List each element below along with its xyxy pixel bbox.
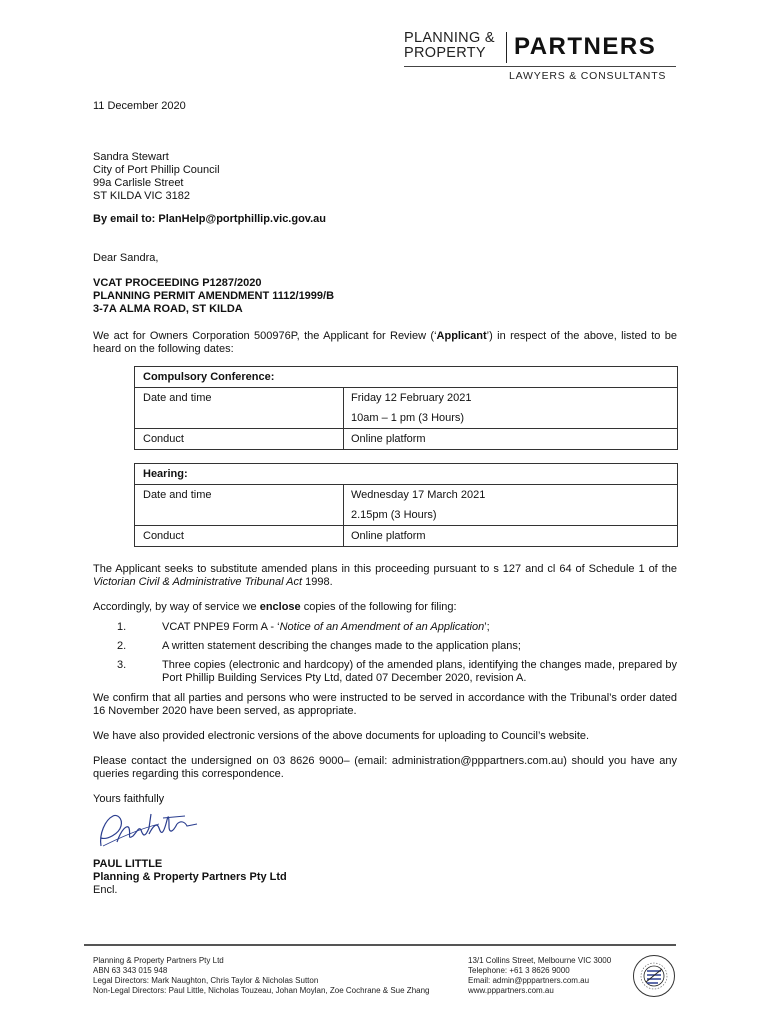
footer-right	[468, 956, 611, 996]
intro-paragraph	[93, 330, 677, 356]
accordingly-text-pre: Accordingly, by way of service we	[93, 601, 260, 613]
confirm-paragraph: We confirm that all parties and persons who were instructed to be served in accordance with the Tribunal’s order dated 16 November 2020 have been served, as appropriate.	[93, 692, 677, 717]
hearing-conduct-value: Online platform	[351, 530, 426, 542]
contact-paragraph: Please contact the undersigned on 03 8626 9000– (email: administration@pppartners.com.au) should you have any queries regarding this correspondence.	[93, 755, 677, 780]
conference-date-line1: Friday 12 February 2021	[351, 392, 472, 404]
conference-conduct-value: Online platform	[351, 433, 426, 445]
list-item-2: A written statement describing the changes made to the application plans;	[162, 640, 521, 652]
footer-address: 13/1 Collins Street, Melbourne VIC 3000	[468, 956, 612, 965]
conference-heading: Compulsory Conference:	[143, 371, 275, 383]
logo-divider	[506, 32, 507, 63]
signer-block	[93, 858, 287, 897]
footer-rule	[84, 944, 676, 946]
substitute-act-name: Victorian Civil & Administrative Tribunal Act	[93, 576, 303, 588]
intro-text-pre: We act for Owners Corporation 500976P, the Applicant for Review (‘	[93, 330, 437, 342]
hearing-heading-cell	[135, 464, 678, 485]
hearing-date-value-cell	[344, 485, 678, 526]
conference-date-label: Date and time	[143, 392, 212, 404]
signer-firm: Planning & Property Partners Pty Ltd	[93, 871, 287, 883]
footer-company: Planning & Property Partners Pty Ltd	[93, 956, 224, 965]
hearing-table	[134, 463, 678, 547]
conference-conduct-value-cell	[344, 429, 678, 450]
logo-left-line2: PROPERTY	[404, 45, 486, 61]
logo-left-line1: PLANNING &	[404, 30, 495, 46]
hearing-date-line2: 2.15pm (3 Hours)	[351, 509, 437, 521]
footer-website: www.pppartners.com.au	[468, 986, 554, 995]
accordingly-text-bold: enclose	[259, 601, 301, 613]
accordingly-text-post: copies of the following for filing:	[300, 601, 457, 613]
recipient-street: 99a Carlisle Street	[93, 177, 184, 189]
recipient-address	[93, 151, 220, 203]
conference-conduct-label-cell	[135, 429, 344, 450]
recipient-name: Sandra Stewart	[93, 151, 169, 163]
substitute-text-pre: The Applicant seeks to substitute amended plans in this proceeding pursuant to s 127 and cl 64 of Schedule 1 of the	[93, 563, 677, 575]
conference-table	[134, 366, 678, 450]
subject-line1: VCAT PROCEEDING P1287/2020	[93, 277, 262, 289]
recipient-city: ST KILDA VIC 3182	[93, 190, 191, 202]
logo-rule	[404, 66, 676, 67]
hearing-conduct-label-cell	[135, 526, 344, 547]
hearing-date-label: Date and time	[143, 489, 212, 501]
list-item-1-italic: Notice of an Amendment of an Application	[279, 621, 485, 633]
closing-line: Yours faithfully	[93, 793, 165, 805]
hearing-date-line1: Wednesday 17 March 2021	[351, 489, 486, 501]
conference-date-value-cell	[344, 388, 678, 429]
substitute-text-post: 1998.	[302, 576, 333, 588]
conference-date-line2: 10am – 1 pm (3 Hours)	[351, 412, 465, 424]
substitute-paragraph	[93, 563, 677, 589]
letter-date: 11 December 2020	[93, 100, 186, 112]
recipient-org: City of Port Phillip Council	[93, 164, 220, 176]
footer-non-legal-directors: Non-Legal Directors: Paul Little, Nicholas Touzeau, Johan Moylan, Zoe Cochrane & Sue Zhang	[93, 986, 430, 995]
by-email-line: By email to: PlanHelp@portphillip.vic.gov.au	[93, 213, 326, 225]
hearing-heading: Hearing:	[143, 468, 188, 480]
intro-text-bold: Applicant	[436, 330, 487, 342]
list-item-1-pre: VCAT PNPE9 Form A - ‘	[162, 621, 280, 633]
list-num-3: 3.	[117, 659, 127, 671]
footer-email: Email: admin@pppartners.com.au	[468, 976, 590, 985]
logo-subtitle: LAWYERS & CONSULTANTS	[509, 70, 667, 82]
signature-image	[93, 806, 203, 852]
accordingly-paragraph	[93, 601, 677, 614]
accreditation-seal-icon	[632, 954, 676, 998]
list-item-3: Three copies (electronic and hardcopy) of the amended plans, identifying the changes made, prepared by Port Phillip Building Services Pty Ltd, dated 07 December 2020, revision A.	[162, 659, 677, 684]
subject-line2: PLANNING PERMIT AMENDMENT 1112/1999/B	[93, 290, 335, 302]
list-item-1	[162, 621, 677, 634]
salutation: Dear Sandra,	[93, 252, 159, 264]
enclosure-label: Encl.	[93, 884, 118, 896]
list-num-2: 2.	[117, 640, 127, 652]
hearing-conduct-value-cell	[344, 526, 678, 547]
logo-left-text	[404, 31, 495, 61]
subject-block	[93, 277, 334, 316]
footer-legal-directors: Legal Directors: Mark Naughton, Chris Taylor & Nicholas Sutton	[93, 976, 319, 985]
conference-conduct-label: Conduct	[143, 433, 184, 445]
footer-telephone: Telephone: +61 3 8626 9000	[468, 966, 570, 975]
hearing-date-label-cell	[135, 485, 344, 526]
intro-text-post: ’) in respect of the above, listed to be heard on the following dates:	[93, 330, 677, 355]
electronic-paragraph: We have also provided electronic versions of the above documents for uploading to Council’s website.	[93, 730, 590, 742]
subject-line3: 3-7A ALMA ROAD, ST KILDA	[93, 303, 243, 315]
list-num-1: 1.	[117, 621, 127, 633]
footer-left	[93, 956, 429, 996]
footer-abn: ABN 63 343 015 948	[93, 966, 168, 975]
signer-name: PAUL LITTLE	[93, 858, 163, 870]
list-item-1-post: ’;	[484, 621, 490, 633]
logo-partners: PARTNERS	[514, 33, 657, 60]
conference-date-label-cell	[135, 388, 344, 429]
hearing-conduct-label: Conduct	[143, 530, 184, 542]
conference-heading-cell	[135, 367, 678, 388]
